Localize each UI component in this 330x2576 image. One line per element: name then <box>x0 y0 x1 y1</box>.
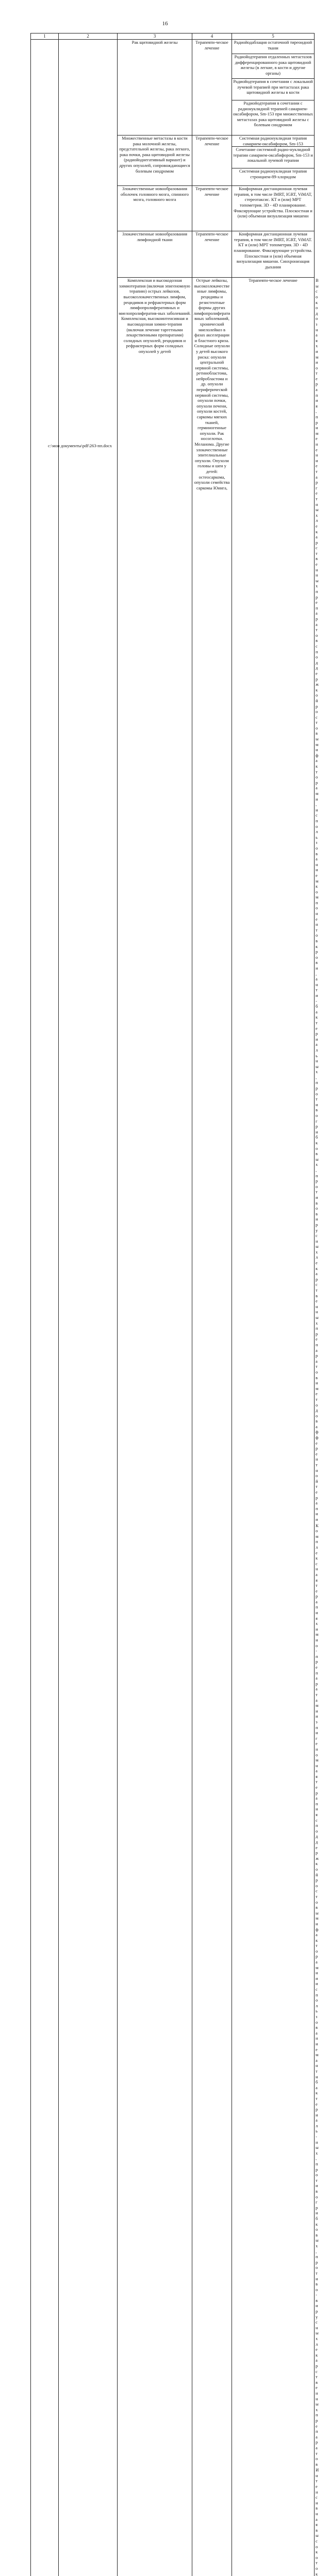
column-number-row <box>31 33 315 40</box>
method-cell: Конформная дистанционная лучевая терапия, в том числе IMRT, IGRT, ViMAT. КТ и (или) МРТ топометрия. 3D - 4D планирование. Фиксирующие устройства. Плоскостная и (или) объемная визуализация мишени. Синхронизация дыхания <box>232 231 315 278</box>
table-row <box>31 40 315 54</box>
treatment-type-cell: Терапевти-ческое лечение <box>192 186 232 231</box>
care-type-cell: Комплексная и высокодозная химиотерапия (включая эпигеномную терапию) острых лейкозов, высокозлокачественных лимфом, рецидивов и рефрактерных форм лимфопролиферативных и миелопролифератив-ных заболеваний. Комплексная, высокоинтенсивная и высокодозная химио-терапия (включая лечение таргетными лекарственными препаратами) солидных опухолей, рецидивов и рефрактерных форм солидных опухолей у детей <box>118 278 192 2576</box>
file-path-footer: c:\мои документы\pdf\263-пп.docx <box>48 443 112 448</box>
treatment-type-cell: Терапевти-ческое лечение <box>192 135 232 186</box>
disease-group-cell: Острые лейкозы, высокозлокачественные лимфомы, рецидивы и резистентные формы других лимфопролиферативных заболеваний, хронический миелолейкоз в фазах акселерации и бластного криза. Солидные опухоли у детей высокого риска: опухоли центральной нервной системы, ретинобластома, нейробластома и др. опухоли периферической нервной системы, опухоли почки, опухоли печени, опухоли костей, саркомы мягких тканей, герминогенные опухоли. Рак носоглотки. Меланома. Другие злокачественные эпителиальные опухоли. Опухоли головы и шеи у детей: остеосаркома, опухоли семейства саркомы Юинга, <box>192 278 232 2576</box>
treatment-type-cell: Терапевти-ческое лечение <box>192 231 232 278</box>
method-cell: Конформная дистанционная лучевая терапия, в том числе IMRT, IGRT, ViMAT, стереотаксис. КТ и (или) МРТ топометрия. 3D - 4D планирование. Фиксирующие устройства. Плоскостная и (или) объемная визуализация мишени <box>232 186 315 231</box>
method-cell: Системная радионуклидная терапия самарием-оксабифором, Sm-153 <box>232 135 315 147</box>
disease-group-cell: Множественные метастазы в кости рака молочной железы, предстательной железы, рака легкого, рака почки, рака щитовидной железы (радиойоднегативный вариант) и других опухолей, сопровождающиеся болевым синдромом <box>118 135 192 186</box>
method-cell: Радиойодтерапия отдаленных метастазов дифференцированного рака щитовидной железы (в легкие, в кости и другие органы) <box>232 54 315 79</box>
column-number: 1 <box>31 33 59 40</box>
table-row: Интенсивная высокоток <box>31 2467 315 2576</box>
method-cell: Радиойодаблация остаточной тиреоидной ткани <box>232 40 315 54</box>
column-number: 5 <box>232 33 315 40</box>
page-number: 16 <box>0 21 330 27</box>
method-cell: Радиойодтерапия в сочетании с локальной лучевой терапией при метастазах рака щитовидной железы в кости <box>232 79 315 100</box>
table-row: Комплексная и высокодозная химиотерапия (включая эпигеномную терапию) острых лейкозов, высокозлокачественных лимфом, рецидивов и рефрактерных форм лимфопролиферативных и миелопролифератив-ных заболеваний. Комплексная, высокоинтенсивная и высокодозная химио-терапия (включая лечение таргетными лекарственными препаратами) солидных опухолей, рецидивов и рефрактерных форм солидных опухолей у детей Острые лейкозы, высокозлокачественные лимфомы, рецидивы и резистентные формы других лимфопролиферативных заболеваний, хронический миелолейкоз в фазах акселерации и бластного криза. Солидные опухоли у детей высокого риска: опухоли центральной нервной системы, ретинобластома, нейробластома и др. опухоли периферической нервной системы, опухоли почки, опухоли печени, опухоли костей, саркомы мягких тканей, герминогенные опухоли. Рак носоглотки. Меланома. Другие злокачественные эпителиальные опухоли. Опухоли головы и шеи у детей: остеосаркома, опухоли семейства саркомы Юинга, Терапевти-ческое лечение Высокодозная химиотерапия, применение таргетных лекарственных препаратов с поддержкой ростовыми факторами, использованием компонентов крови, анти-бактериальных, противогрибковых, противовирусных лекарственных препаратов и методов афферентной терапии <box>31 278 315 1522</box>
disease-group-cell: Злокачественные новообразования лимфоидной ткани <box>118 231 192 278</box>
treatment-type-cell: Терапевти-ческое лечение <box>232 278 315 2576</box>
column-number: 3 <box>118 33 192 40</box>
empty-cell <box>59 40 118 2576</box>
medical-care-table <box>30 33 315 2576</box>
empty-cell <box>31 40 59 2576</box>
method-cell: Радиойодтерапия в сочетании с радионуклидной терапией самарием-оксабифором, Sm-153 при множественных метастазах рака щитовидной железы с болевым синдромом <box>232 100 315 135</box>
method-cell: Сочетание системной радио-нуклидной терапии самарием-оксабифором, Sm-153 и локальной лучевой терапии <box>232 147 315 168</box>
disease-group-cell: Злокачественные новообразования оболочек головного мозга, спинного мозга, головного мозга <box>118 186 192 231</box>
disease-group-cell: Рак щитовидной железы <box>118 40 192 135</box>
table-row: Комплексная терапия химио-препаратами и эпигеномная терапия с поддержкой ростовыми факторами и использованием антибактериаль-ных, противогрибковых, противо-вирусных лекарственных препаратов <box>31 1522 315 2467</box>
treatment-type-cell: Терапевти-ческое лечение <box>192 40 232 135</box>
method-cell: Системная радионуклидная терапия стронцием-89-хлоридом <box>232 168 315 186</box>
column-number: 2 <box>59 33 118 40</box>
column-number: 4 <box>192 33 232 40</box>
